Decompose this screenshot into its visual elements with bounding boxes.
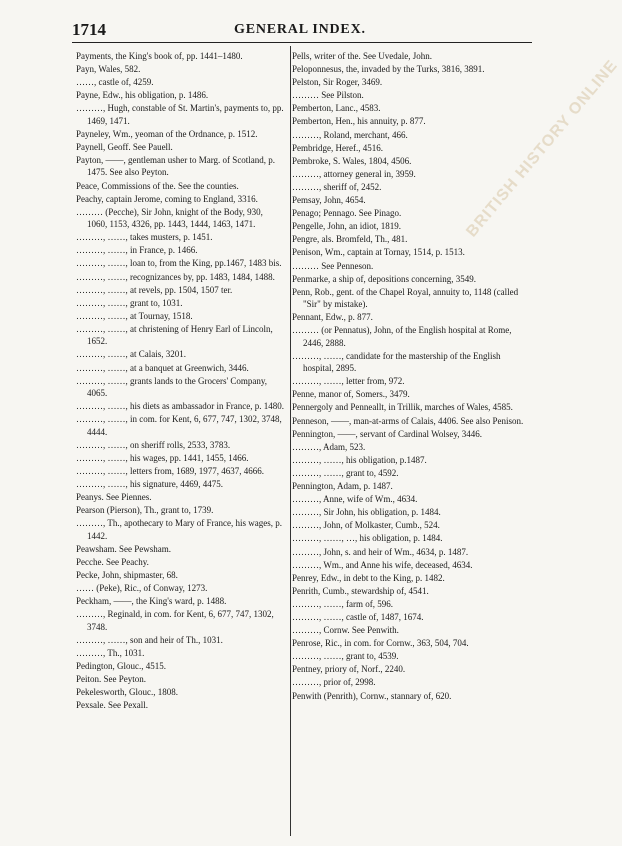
index-entry: ………, ……, grants lands to the Grocers' Company, 4065.: [76, 375, 268, 398]
index-entry: ………, ……, castle of, 1487, 1674.: [292, 611, 424, 622]
index-entry: ………, ……, his diets as ambassador in France, p. 1480.: [76, 401, 284, 412]
index-entry: ………, Wm., and Anne his wife, deceased, 4634.: [292, 559, 473, 570]
index-entry: Pennant, Edw., p. 877.: [292, 312, 373, 323]
index-entry: Pelston, Sir Roger, 3469.: [292, 77, 383, 88]
index-entry: ……… (or Pennatus), John, of the English hospital at Rome, 2446, 2888.: [292, 325, 512, 348]
index-entry: ………, Th., apothecary to Mary of France, his wages, p. 1442.: [76, 518, 283, 541]
index-entry: ………, Cornw. See Penwith.: [292, 625, 399, 636]
index-entry: ………, John, of Molkaster, Cumb., 524.: [292, 520, 440, 531]
index-entry: Pemberton, Lanc., 4583.: [292, 103, 381, 114]
index-entry: Pearson (Pierson), Th., grant to, 1739.: [76, 505, 214, 516]
index-entry: Peloponnesus, the, invaded by the Turks, 3816, 3891.: [292, 64, 485, 75]
index-entry: ………, ……, loan to, from the King, pp.1467, 1483 bis.: [76, 258, 282, 269]
index-entry: …… (Peke), Ric., of Conway, 1273.: [76, 583, 208, 594]
index-entry: Payton, ——, gentleman usher to Marg. of Scotland, p. 1475. See also Peyton.: [76, 155, 276, 178]
index-entry: Pembridge, Heref., 4516.: [292, 142, 383, 153]
index-entry: ………, Hugh, constable of St. Martin's, payments to, pp. 1469, 1471.: [76, 103, 284, 126]
index-entry: Peckham, ——, the King's ward, p. 1488.: [76, 596, 227, 607]
index-entry: ………, ……, takes musters, p. 1451.: [76, 232, 213, 243]
index-entry: ………, ……, …, his obligation, p. 1484.: [292, 533, 443, 544]
index-entry: Peiton. See Peyton.: [76, 674, 146, 684]
index-entry: ………, ……, farm of, 596.: [292, 598, 393, 609]
index-entry: Pengelle, John, an idiot, 1819.: [292, 221, 401, 232]
index-entry: Pexsale. See Pexall.: [76, 700, 148, 711]
index-entry: Pekelesworth, Glouc., 1808.: [76, 687, 178, 698]
index-entry: Peanys. See Piennes.: [76, 492, 152, 503]
index-entry: Penrose, Ric., in com. for Cornw., 363, 504, 704.: [292, 638, 469, 649]
index-entry: ………, ……, grant to, 4539.: [292, 651, 399, 662]
index-entry: Pecche. See Peachy.: [76, 556, 149, 567]
index-entry: ………, ……, son and heir of Th., 1031.: [76, 634, 223, 645]
index-entry: ………, ……, at revels, pp. 1504, 1507 ter.: [76, 284, 233, 295]
index-entry: Penne, manor of, Somers., 3479.: [292, 389, 410, 400]
index-entry: ………, ……, grant to, 4592.: [292, 467, 399, 478]
index-entry: Pells, writer of the. See Uvedale, John.: [292, 51, 432, 61]
index-entry: ………, Reginald, in com. for Kent, 6, 677, 747, 1302, 3748.: [76, 609, 274, 632]
index-entry: Pembroke, S. Wales, 1804, 4506.: [292, 155, 412, 166]
index-entry: ………, ……, in France, p. 1466.: [76, 245, 198, 256]
index-entry: Pemsay, John, 4654.: [292, 195, 366, 206]
index-entry: Penrith, Cumb., stewardship of, 4541.: [292, 585, 429, 596]
page-title: GENERAL INDEX.: [234, 22, 366, 37]
index-column-left: [76, 50, 284, 712]
index-entry: Penneson, ——, man-at-arms of Calais, 4406. See also Penison.: [292, 415, 524, 426]
index-entry: ………, Anne, wife of Wm., 4634.: [292, 494, 418, 505]
index-entry: Pennington, ——, servant of Cardinal Wolsey, 3446.: [292, 428, 483, 439]
index-entry: ………, ……, candidate for the mastership of the English hospital, 2895.: [292, 350, 501, 374]
index-entry: Payneley, Wm., yeoman of the Ordnance, p. 1512.: [76, 128, 258, 139]
index-entry: ………, ……, letters from, 1689, 1977, 4637, 4666.: [76, 465, 264, 476]
page-number: 1714: [72, 20, 106, 39]
index-entry: Pennington, Adam, p. 1487.: [292, 481, 393, 492]
index-entry: ………, ……, his obligation, p.1487.: [292, 454, 427, 465]
index-entry: Penago; Pennago. See Pinago.: [292, 208, 402, 219]
index-entry: ………, ……, at Calais, 3201.: [76, 349, 186, 360]
index-entry: Pengre, als. Bromfeld, Th., 481.: [292, 234, 408, 245]
index-entry: ………, ……, grant to, 1031.: [76, 297, 183, 308]
index-entry: Peace, Commissions of the. See the counties.: [76, 180, 239, 191]
index-entry: Pennergoly and Penneallt, in Trillik, marches of Wales, 4585.: [292, 402, 513, 413]
index-entry: Pemberton, Hen., his annuity, p. 877.: [292, 116, 426, 127]
index-entry: Penrey, Edw., in debt to the King, p. 1482.: [292, 572, 445, 583]
index-entry: Payne, Edw., his obligation, p. 1486.: [76, 90, 209, 101]
index-entry: ………, ……, at christening of Henry Earl of Lincoln, 1652.: [76, 323, 273, 347]
watermark: BRITISH HISTORY ONLINE: [463, 56, 622, 241]
index-entry: Penison, Wm., captain at Tornay, 1514, p. 1513.: [292, 247, 465, 258]
index-entry: Payments, the King's book of, pp. 1441–1480.: [76, 51, 243, 61]
index-entry: ………, ……, on sheriff rolls, 2533, 3783.: [76, 439, 231, 450]
index-entry: ……… See Pilston.: [292, 90, 364, 101]
index-entry: ………, Adam, 523.: [292, 441, 366, 452]
index-entry: Penwith (Penrith), Cornw., stannary of, 620.: [292, 690, 452, 701]
index-entry: ………, ……, his wages, pp. 1441, 1455, 1466.: [76, 452, 249, 463]
index-entry: Paynell, Geoff. See Pauell.: [76, 141, 173, 152]
index-entry: ………, sheriff of, 2452.: [292, 181, 382, 192]
index-entry: ………, prior of, 2998.: [292, 677, 376, 688]
index-entry: ………, attorney general in, 3959.: [292, 168, 416, 179]
index-entry: ………, Roland, merchant, 466.: [292, 129, 408, 140]
index-entry: ………, ……, recognizances by, pp. 1483, 1484, 1488.: [76, 271, 275, 282]
index-entry: Penn, Rob., gent. of the Chapel Royal, annuity to, 1148 (called "Sir" by mistake).: [292, 286, 519, 310]
header-rule: [72, 42, 532, 43]
index-entry: ………, ……, at Tournay, 1518.: [76, 310, 193, 321]
index-entry: Penmarke, a ship of, depositions concerning, 3549.: [292, 273, 476, 284]
index-entry: ……… See Penneson.: [292, 260, 374, 271]
index-entry: Pecke, John, shipmaster, 68.: [76, 569, 178, 580]
index-entry: ……… (Pecche), Sir John, knight of the Body, 930, 1060, 1153, 4326, pp. 1443, 1444, 1463, 1471.: [76, 206, 263, 230]
index-column-right: [292, 50, 532, 703]
index-entry: ………, ……, his signature, 4469, 4475.: [76, 478, 223, 489]
index-entry: ………, Th., 1031.: [76, 647, 145, 658]
column-divider: [290, 46, 291, 836]
index-entry: Peachy, captain Jerome, coming to England, 3316.: [76, 193, 258, 204]
index-entry: Pedington, Glouc., 4515.: [76, 660, 166, 671]
index-entry: Peawsham. See Pewsham.: [76, 543, 171, 554]
index-entry: ………, John, s. and heir of Wm., 4634, p. 1487.: [292, 546, 469, 557]
index-entry: ………, ……, letter from, 972.: [292, 376, 405, 387]
index-entry: ………, ……, at a banquet at Greenwich, 3446.: [76, 362, 249, 373]
index-entry: ……, castle of, 4259.: [76, 77, 154, 88]
index-entry: Payn, Wales, 582.: [76, 64, 141, 75]
index-entry: Pentney, priory of, Norf., 2240.: [292, 664, 406, 675]
index-entry: ………, ……, in com. for Kent, 6, 677, 747, 1302, 3748, 4444.: [76, 414, 282, 437]
index-entry: ………, Sir John, his obligation, p. 1484.: [292, 507, 441, 518]
